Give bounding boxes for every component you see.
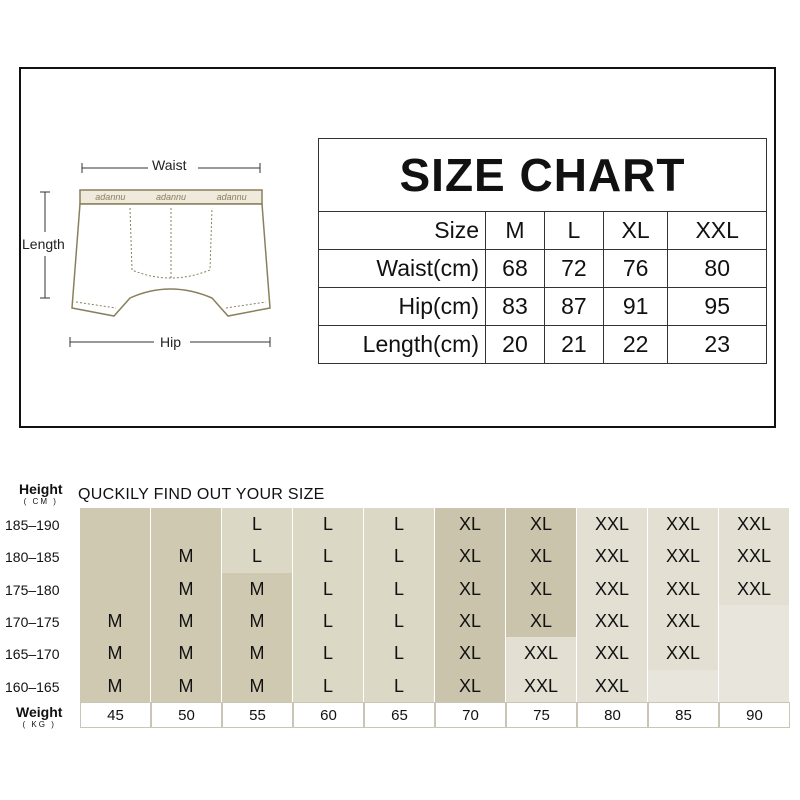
table-cell: 80 bbox=[668, 250, 767, 288]
table-cell: 91 bbox=[603, 288, 668, 326]
size-cell: L bbox=[222, 508, 292, 541]
size-header-label: Size bbox=[319, 212, 486, 250]
size-cell: L bbox=[293, 670, 363, 703]
size-cell: XL bbox=[435, 670, 505, 703]
size-cell: XXL bbox=[577, 540, 647, 573]
size-cell: M bbox=[151, 540, 221, 573]
table-cell: 20 bbox=[486, 326, 545, 364]
size-cell: XL bbox=[506, 540, 576, 573]
finder-hint: QUCKILY FIND OUT YOUR SIZE bbox=[78, 486, 325, 503]
weight-cell: 70 bbox=[435, 702, 506, 728]
size-cell: L bbox=[293, 605, 363, 638]
height-range-label: 185–190 bbox=[5, 517, 60, 533]
size-cell bbox=[80, 508, 150, 541]
size-chart-title: SIZE CHART bbox=[319, 139, 767, 212]
size-cell: XL bbox=[506, 573, 576, 606]
size-cell: L bbox=[293, 637, 363, 670]
table-cell: 83 bbox=[486, 288, 545, 326]
weight-unit: ( KG ) bbox=[22, 720, 56, 729]
size-cell bbox=[80, 540, 150, 573]
size-cell: XL bbox=[435, 637, 505, 670]
waistband-brand-text: adannu bbox=[155, 192, 186, 202]
size-cell: M bbox=[222, 670, 292, 703]
size-cell: XXL bbox=[577, 508, 647, 541]
size-cell: XXL bbox=[648, 508, 718, 541]
row-label-length: Length(cm) bbox=[319, 326, 486, 364]
table-row bbox=[319, 288, 767, 326]
size-cell: XXL bbox=[506, 670, 576, 703]
size-header-xxl: XXL bbox=[668, 212, 767, 250]
weight-cell: 55 bbox=[222, 702, 293, 728]
size-cell: L bbox=[364, 605, 434, 638]
weight-cell: 65 bbox=[364, 702, 435, 728]
size-cell: M bbox=[151, 605, 221, 638]
weight-cell: 80 bbox=[577, 702, 648, 728]
size-cell: L bbox=[364, 670, 434, 703]
table-cell: 21 bbox=[544, 326, 603, 364]
size-cell bbox=[151, 508, 221, 541]
height-label: Height bbox=[19, 481, 63, 497]
weight-cell: 85 bbox=[648, 702, 719, 728]
height-unit: ( CM ) bbox=[23, 497, 58, 506]
weight-header bbox=[16, 704, 62, 729]
waistband-brand-text: adannu bbox=[95, 192, 126, 202]
size-cell bbox=[719, 605, 789, 638]
size-cell: L bbox=[293, 573, 363, 606]
size-cell: M bbox=[222, 605, 292, 638]
size-cell: M bbox=[222, 637, 292, 670]
size-cell: XL bbox=[435, 605, 505, 638]
size-cell bbox=[80, 573, 150, 606]
height-range-label: 170–175 bbox=[5, 613, 60, 630]
size-cell bbox=[719, 670, 789, 703]
table-cell: 95 bbox=[668, 288, 767, 326]
table-cell: 76 bbox=[603, 250, 668, 288]
table-cell: 23 bbox=[668, 326, 767, 364]
size-cell: XL bbox=[435, 508, 505, 541]
size-cell: M bbox=[151, 573, 221, 606]
row-label-hip: Hip(cm) bbox=[319, 288, 486, 326]
size-cell: XL bbox=[435, 540, 505, 573]
size-header-m: M bbox=[486, 212, 545, 250]
weight-cell: 45 bbox=[80, 702, 151, 728]
size-cell: XXL bbox=[577, 605, 647, 638]
size-cell: XXL bbox=[648, 540, 718, 573]
size-cell: M bbox=[151, 637, 221, 670]
size-cell bbox=[648, 670, 718, 703]
size-cell bbox=[719, 637, 789, 670]
height-range-label: 175–180 bbox=[5, 581, 60, 598]
waistband-brand-text: adannu bbox=[216, 192, 247, 202]
size-header-xl: XL bbox=[603, 212, 668, 250]
table-row bbox=[319, 212, 767, 250]
hip-label: Hip bbox=[160, 334, 182, 350]
waist-label: Waist bbox=[152, 157, 187, 173]
size-cell: XXL bbox=[719, 573, 789, 606]
weight-label: Weight bbox=[16, 704, 63, 720]
size-cell: L bbox=[222, 540, 292, 573]
weight-cell: 50 bbox=[151, 702, 222, 728]
table-row bbox=[319, 250, 767, 288]
size-cell: L bbox=[364, 540, 434, 573]
height-range-label: 180–185 bbox=[5, 549, 60, 566]
height-range-label: 160–165 bbox=[5, 678, 60, 695]
size-cell: L bbox=[364, 508, 434, 541]
table-cell: 22 bbox=[603, 326, 668, 364]
boxer-outline-icon bbox=[20, 152, 280, 362]
size-cell: XXL bbox=[577, 637, 647, 670]
size-chart-table bbox=[318, 138, 767, 364]
size-cell: M bbox=[151, 670, 221, 703]
table-cell: 72 bbox=[544, 250, 603, 288]
size-cell: XXL bbox=[577, 573, 647, 606]
size-cell: M bbox=[80, 637, 150, 670]
size-cell: XL bbox=[506, 605, 576, 638]
size-cell: L bbox=[293, 508, 363, 541]
size-cell: XXL bbox=[719, 540, 789, 573]
size-header-l: L bbox=[544, 212, 603, 250]
size-cell: M bbox=[80, 605, 150, 638]
weight-cell: 90 bbox=[719, 702, 790, 728]
size-cell: XXL bbox=[648, 605, 718, 638]
table-cell: 87 bbox=[544, 288, 603, 326]
size-cell: XXL bbox=[719, 508, 789, 541]
length-label: Length bbox=[22, 236, 65, 252]
size-cell: L bbox=[364, 573, 434, 606]
size-cell: M bbox=[80, 670, 150, 703]
boxer-diagram bbox=[20, 152, 280, 362]
size-cell: XXL bbox=[506, 637, 576, 670]
size-cell: XL bbox=[435, 573, 505, 606]
size-cell: L bbox=[293, 540, 363, 573]
waistband-brand bbox=[80, 190, 262, 204]
weight-cell: 75 bbox=[506, 702, 577, 728]
height-header bbox=[19, 481, 63, 506]
size-cell: XL bbox=[506, 508, 576, 541]
size-cell: L bbox=[364, 637, 434, 670]
size-cell: XXL bbox=[648, 573, 718, 606]
size-cell: XXL bbox=[577, 670, 647, 703]
table-row bbox=[319, 326, 767, 364]
row-label-waist: Waist(cm) bbox=[319, 250, 486, 288]
size-cell: XXL bbox=[648, 637, 718, 670]
size-cell: M bbox=[222, 573, 292, 606]
table-cell: 68 bbox=[486, 250, 545, 288]
weight-cell: 60 bbox=[293, 702, 364, 728]
height-range-label: 165–170 bbox=[5, 646, 60, 663]
